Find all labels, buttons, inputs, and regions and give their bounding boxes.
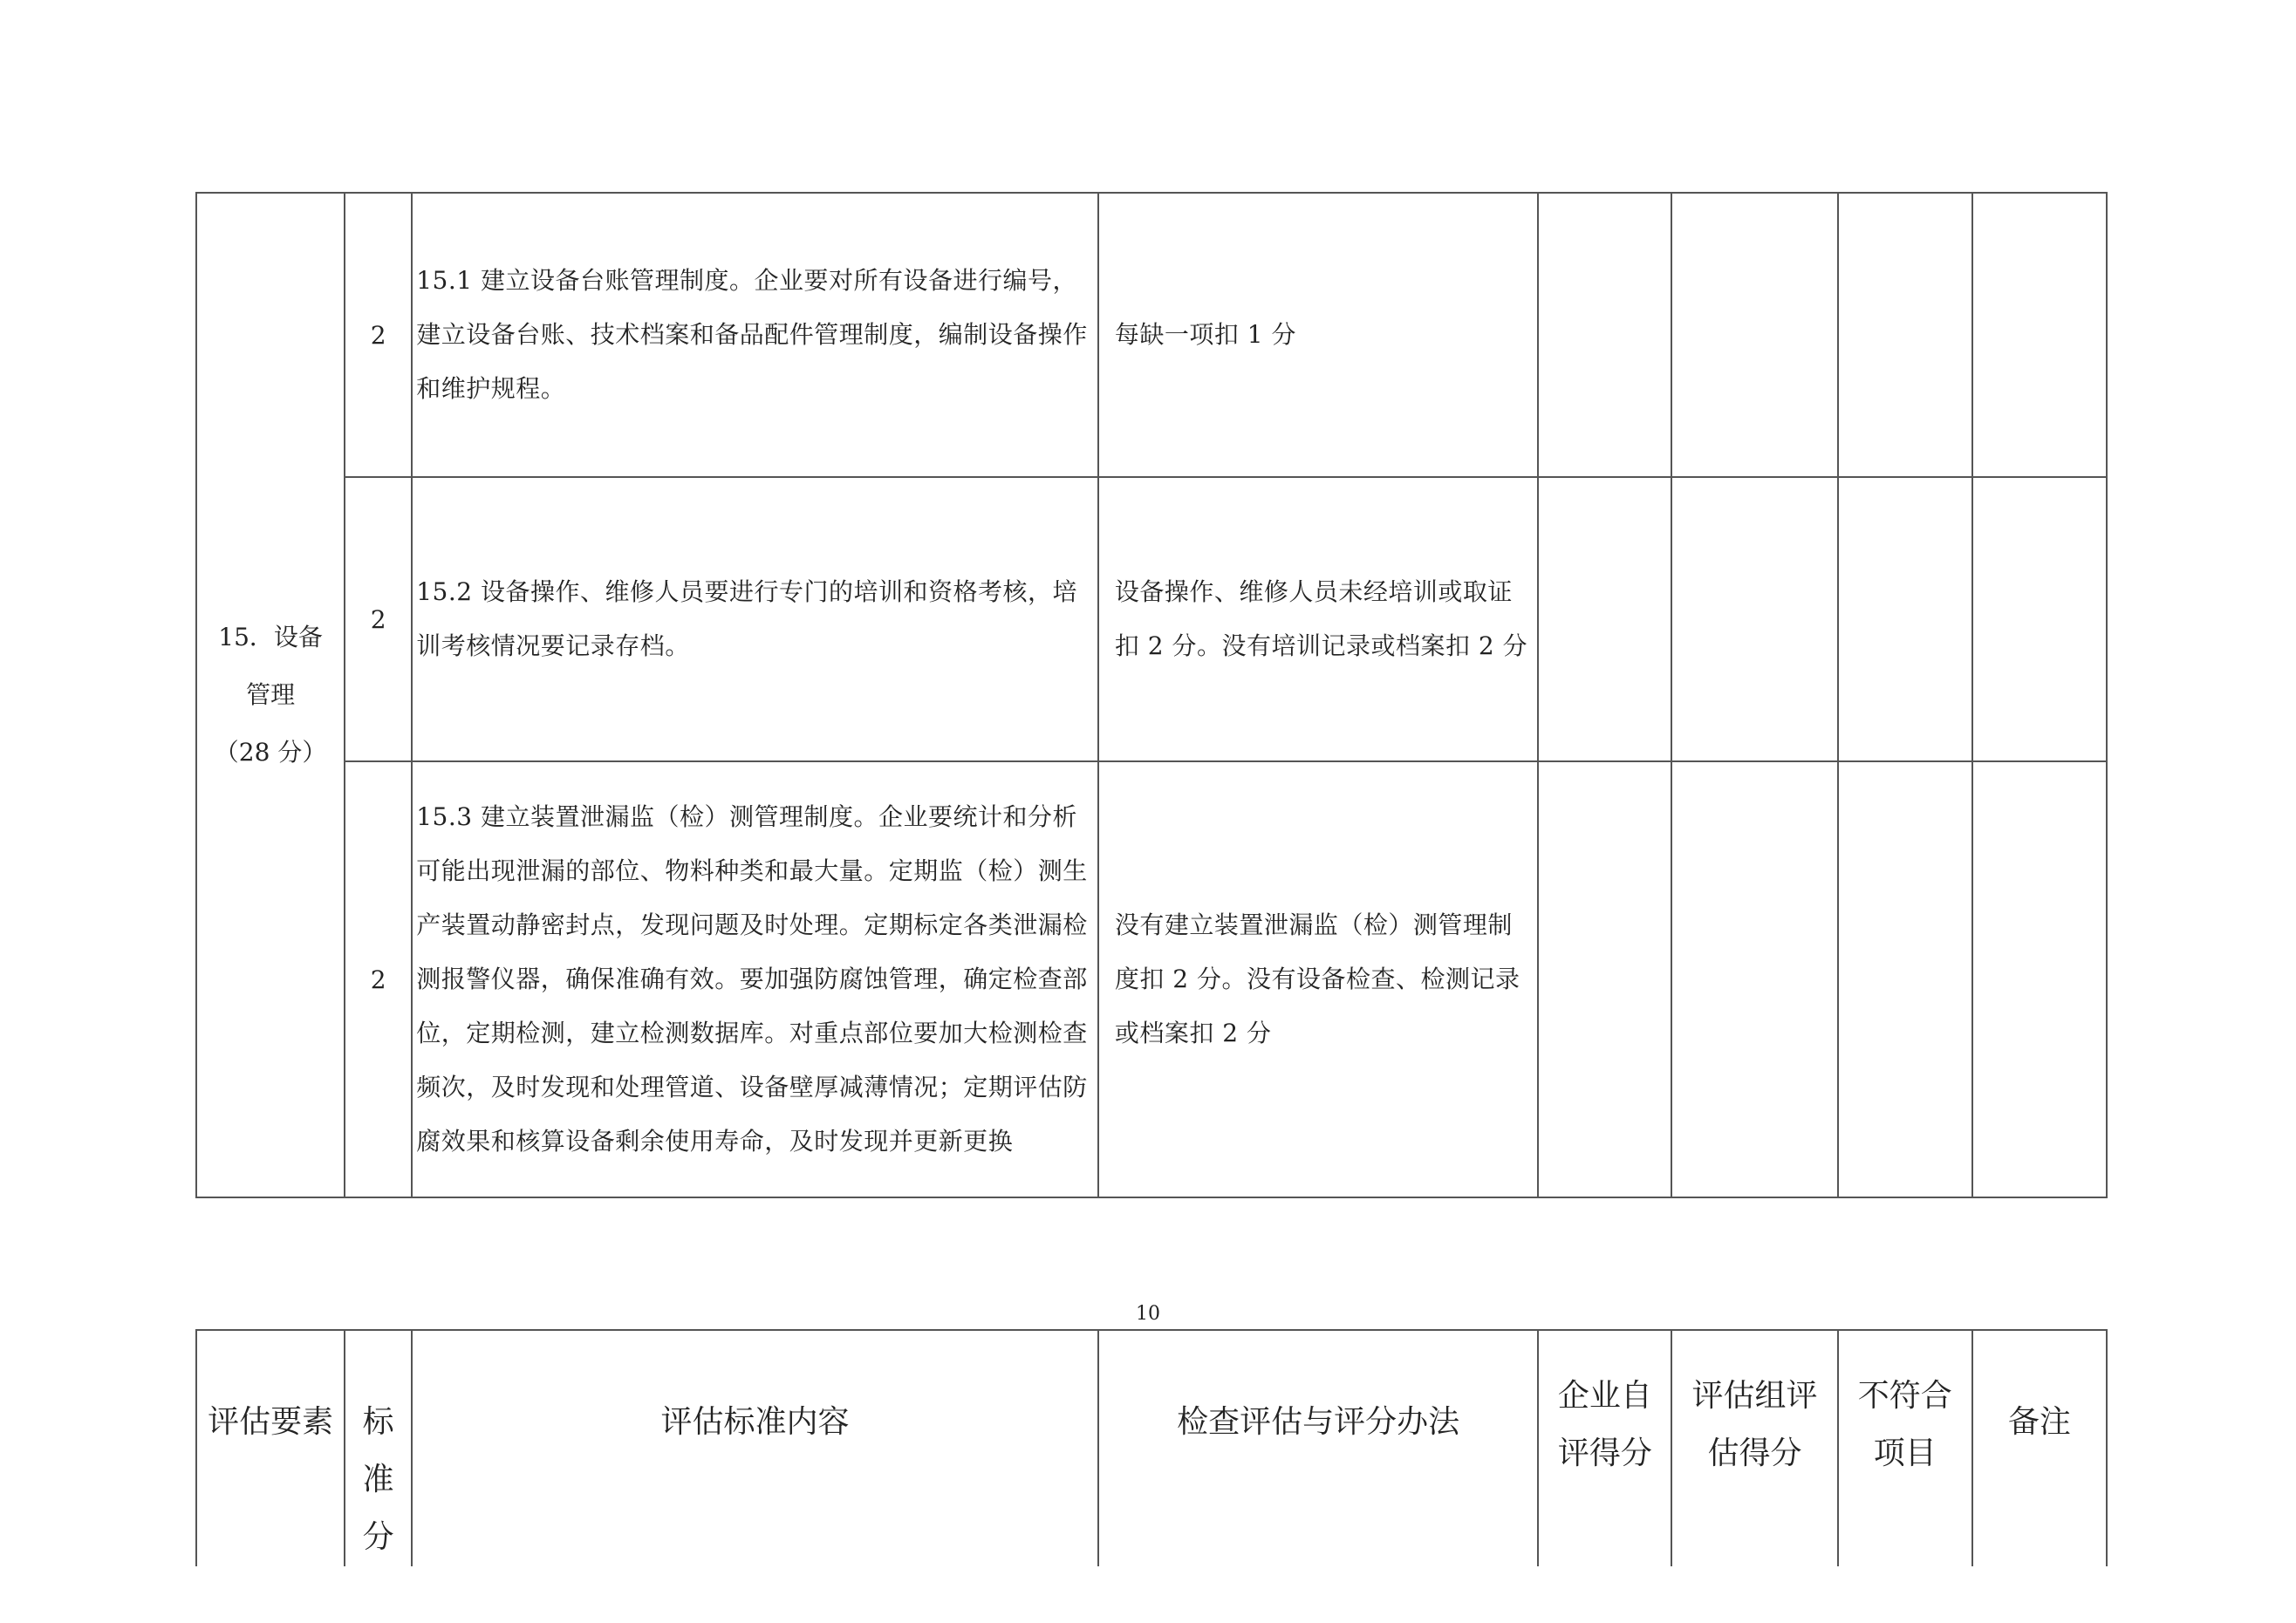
group-score-cell — [1671, 193, 1837, 477]
table-row — [196, 193, 2107, 477]
standard-score: 2 — [345, 761, 412, 1197]
remark-cell — [1972, 477, 2107, 761]
nonconform-cell — [1838, 761, 1972, 1197]
nonconform-cell — [1838, 193, 1972, 477]
standard-score: 2 — [345, 477, 412, 761]
header-content: 评估标准内容 — [412, 1330, 1098, 1566]
standard-content: 15.2 设备操作、维修人员要进行专门的培训和资格考核，培训考核情况要记录存档。 — [412, 477, 1098, 761]
standard-content: 15.1 建立设备台账管理制度。企业要对所有设备进行编号，建立设备台账、技术档案和备品配件管理制度，编制设备操作和维护规程。 — [412, 193, 1098, 477]
header-score: 标准分 — [345, 1330, 412, 1566]
group-score-cell — [1671, 761, 1837, 1197]
header-self-score: 企业自评得分 — [1538, 1330, 1671, 1566]
remark-cell — [1972, 761, 2107, 1197]
nonconform-cell — [1838, 477, 1972, 761]
scoring-method: 每缺一项扣 1 分 — [1098, 193, 1538, 477]
assessment-element-cell — [196, 193, 345, 1197]
scoring-method: 设备操作、维修人员未经培训或取证扣 2 分。没有培训记录或档案扣 2 分 — [1098, 477, 1538, 761]
table-row — [196, 477, 2107, 761]
standard-score: 2 — [345, 193, 412, 477]
page-number: 10 — [1136, 1303, 1160, 1325]
remark-cell — [1972, 193, 2107, 477]
group-score-cell — [1671, 477, 1837, 761]
table-row — [196, 761, 2107, 1197]
header-element: 评估要素 — [196, 1330, 345, 1566]
standard-content: 15.3 建立装置泄漏监（检）测管理制度。企业要统计和分析可能出现泄漏的部位、物料种类和最大量。定期监（检）测生产装置动静密封点，发现问题及时处理。定期标定各类泄漏检测报警仪器，确保准确有效。要加强防腐蚀管理，确定检查部位，定期检测，建立检测数据库。对重点部位要加大检测检查频次，及时发现和处理管道、设备壁厚减薄情况；定期评估防腐效果和核算设备剩余使用寿命，及时发现并更新更换 — [412, 761, 1098, 1197]
header-remark: 备注 — [1972, 1330, 2107, 1566]
header-nonconform: 不符合项目 — [1838, 1330, 1972, 1566]
self-score-cell — [1538, 477, 1671, 761]
header-group-score: 评估组评估得分 — [1671, 1330, 1837, 1566]
header-method: 检查评估与评分办法 — [1098, 1330, 1538, 1566]
scoring-method: 没有建立装置泄漏监（检）测管理制度扣 2 分。没有设备检查、检测记录或档案扣 2 分 — [1098, 761, 1538, 1197]
self-score-cell — [1538, 761, 1671, 1197]
next-table-header — [195, 1329, 2108, 1566]
table-header-row — [196, 1330, 2107, 1566]
element-score: （28 分） — [214, 738, 327, 767]
assessment-table — [195, 192, 2108, 1198]
self-score-cell — [1538, 193, 1671, 477]
element-name: 15．设备管理 — [218, 623, 323, 709]
